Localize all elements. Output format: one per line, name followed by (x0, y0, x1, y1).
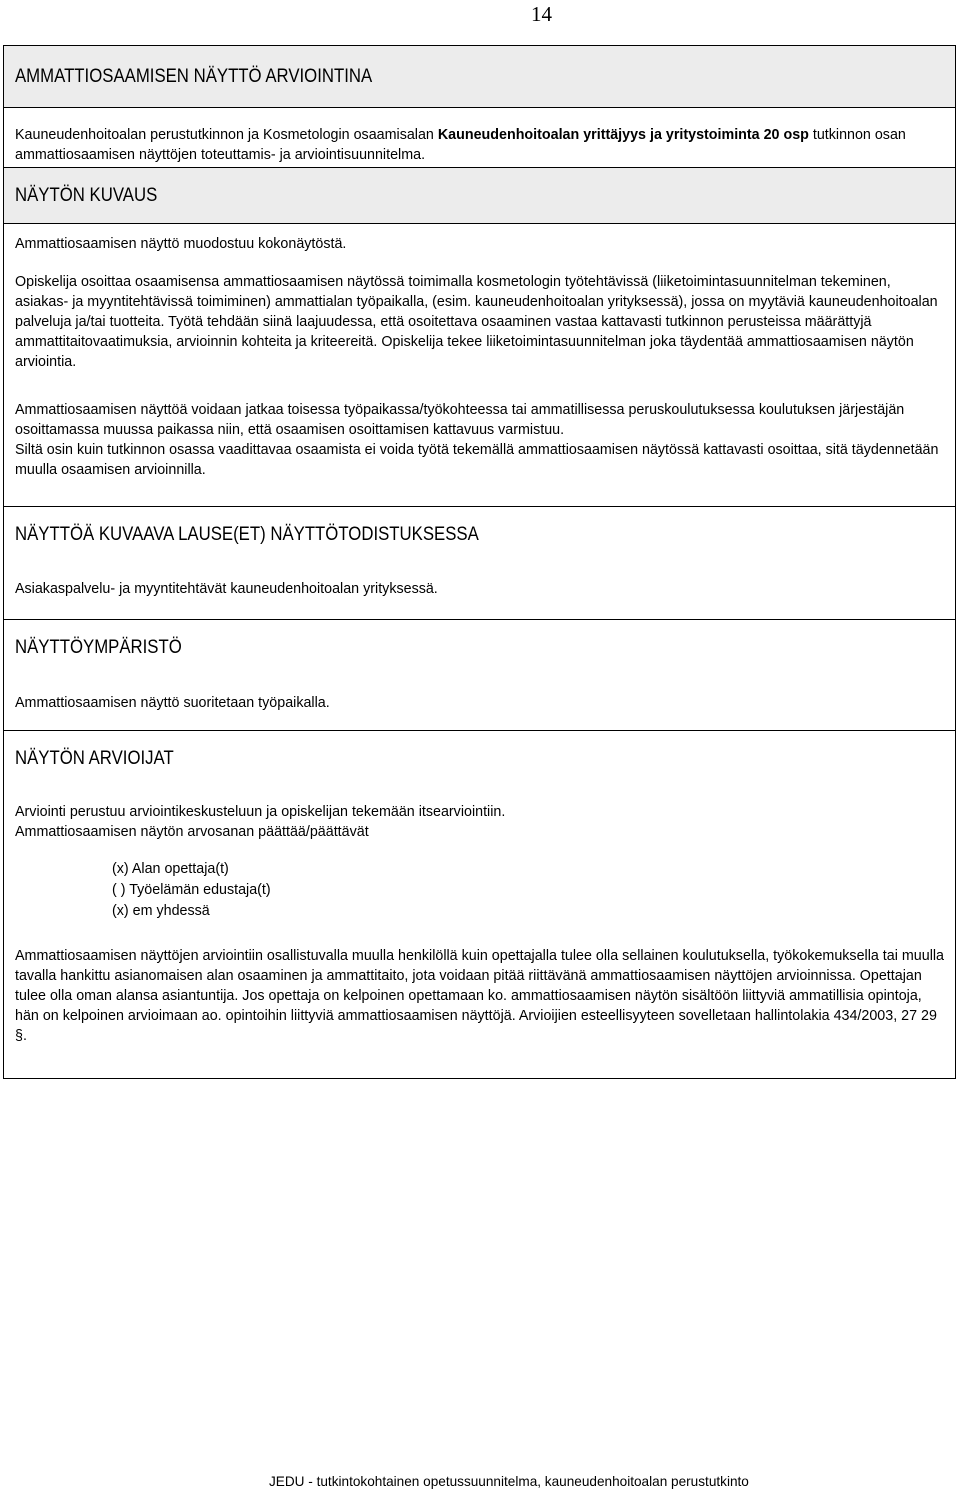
kuvaus-cell (4, 224, 956, 507)
kuvaus-paragraph-4: Siltä osin kuin tutkinnon osassa vaadittavaa osaamista ei voida työtä tekemällä ammattiosaamisen näytössä kattavasti osoittaa, sitä täydennetään muulla osaamisen arvioinnilla. (15, 442, 939, 478)
intro-text (15, 108, 947, 165)
lause-cell (4, 507, 956, 620)
arvioijat-cell (4, 731, 956, 1079)
kuvaus-heading-cell (4, 168, 956, 224)
arvioijat-heading: NÄYTÖN ARVIOIJAT (15, 747, 174, 769)
kuvaus-heading-row (4, 168, 956, 224)
evaluator-options (15, 859, 947, 922)
ymparisto-cell (4, 620, 956, 731)
intro-cell (4, 108, 956, 168)
arvioijat-row (4, 731, 956, 1079)
intro-unit-name: Kauneudenhoitoalan yrittäjyys ja yritystoiminta 20 osp (437, 127, 809, 143)
evaluator-option: ( ) Työelämän edustaja(t) (112, 882, 271, 898)
arvioijat-line-1: Arviointi perustuu arviointikeskusteluun ja opiskelijan tekemään itsearviointiin. (15, 804, 506, 820)
ymparisto-text: Ammattiosaamisen näyttö suoritetaan työpaikalla. (15, 695, 330, 711)
kuvaus-paragraph-2: Opiskelija osoittaa osaamisensa ammattiosaamisen näytössä toimimalla kosmetologin työtehtävissä (liiketoimintasuunnitelman tekeminen, asiakas- ja myyntitehtävissä toimiminen) ammattialan työpaikalla, (esim. kauneudenhoitoalan yrityksessä), jossa on myytäviä kauneudenhoitoalan palveluja ja/tai tuotteita. Työtä tehdään siinä laajuudessa, että osoitettava osaaminen vastaa kattavasti tutkinnon perusteissa määrättyjä ammattitaitovaatimuksia, arvioinnin kohteita ja kriteereitä. Opiskelija tekee liiketoimintasuunnitelman joka täydentää ammattiosaamisen näytön arviointia. (15, 274, 938, 370)
intro-row (4, 108, 956, 168)
kuvaus-row (4, 224, 956, 507)
page-footer: JEDU - tutkintokohtainen opetussuunnitelma, kauneudenhoitoalan perustutkinto (269, 1474, 749, 1489)
evaluator-option: (x) Alan opettaja(t) (112, 861, 229, 877)
lause-heading: NÄYTTÖÄ KUVAAVA LAUSE(ET) NÄYTTÖTODISTUKSESSA (15, 523, 479, 545)
ymparisto-row (4, 620, 956, 731)
section-title: AMMATTIOSAAMISEN NÄYTTÖ ARVIOINTINA (15, 65, 373, 87)
lause-row (4, 507, 956, 620)
evaluator-option: (x) em yhdessä (112, 903, 210, 919)
intro-text-a: Kauneudenhoitoalan perustutkinnon ja Kosmetologin osaamisalan (15, 127, 438, 143)
kuvaus-paragraph-3: Ammattiosaamisen näyttöä voidaan jatkaa toisessa työpaikassa/työkohteessa tai ammatillisessa peruskoulutuksessa koulutuksen järjestäjän osoittamassa muussa paikassa niin, että osaamisen osoittamisen kattavuus varmistuu. (15, 402, 905, 438)
arvioijat-line-2: Ammattiosaamisen näytön arvosanan päättää/päättävät (15, 824, 369, 840)
assessment-plan-table (3, 45, 956, 1079)
page-number: 14 (531, 2, 552, 26)
ymparisto-heading: NÄYTTÖYMPÄRISTÖ (15, 636, 182, 658)
arvioijat-closing: Ammattiosaamisen näyttöjen arviointiin osallistuvalla muulla henkilöllä kuin opettajalla tulee olla sellainen koulutuksella, työkokemuksella tai muulla tavalla hankittu asianomaisen alan osaaminen ja ammattitaito, jota voidaan pitää riittävänä ammattiosaamisen näyttöjen arvioinnissa. Opettajan tulee olla oman alansa asiantuntija. Jos opettaja on kelpoinen opettamaan ko. ammattiosaamisen näytön sisältöön liittyviä ammatillisia opintoja, hän on kelpoinen arvioimaan ao. opintoihin liittyviä ammattiosaamisen näyttöjä. Arvioijien esteellisyyteen sovelletaan hallintolakia 434/2003, 27 29 §. (15, 948, 944, 1044)
title-row (4, 46, 956, 108)
kuvaus-paragraph-1: Ammattiosaamisen näyttö muodostuu kokonäytöstä. (15, 236, 347, 252)
intro-text-b: tutkinnon osan ammattiosaamisen näyttöjen toteuttamis- ja arviointisuunnitelma. (15, 127, 906, 163)
kuvaus-heading: NÄYTÖN KUVAUS (15, 184, 158, 206)
title-cell (4, 46, 956, 108)
lause-text: Asiakaspalvelu- ja myyntitehtävät kauneudenhoitoalan yrityksessä. (15, 581, 438, 597)
